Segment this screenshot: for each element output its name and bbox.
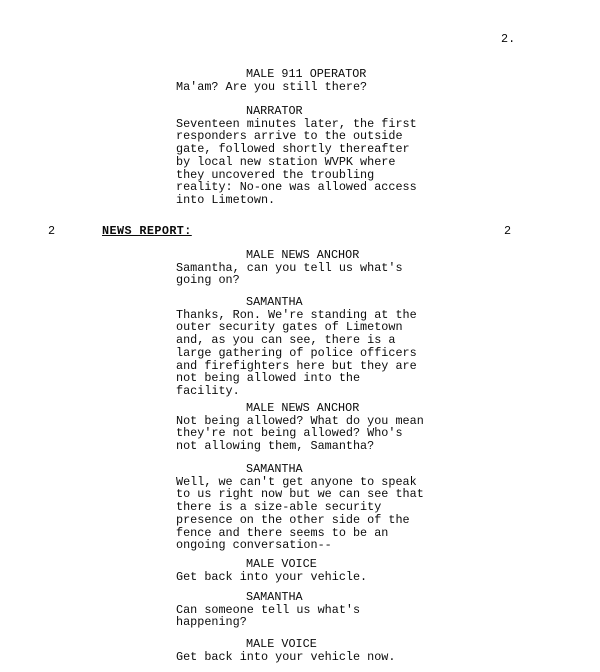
scene-heading-title: NEWS REPORT: [102, 224, 192, 238]
dialogue-line: reality: No-one was allowed access [176, 180, 417, 195]
scene-number-right: 2 [504, 224, 512, 238]
dialogue-block [0, 296, 600, 398]
dialogue-line: they uncovered the troubling [176, 167, 375, 182]
dialogue-line: there is a size-able security [176, 500, 382, 515]
dialogue-line: happening? [176, 615, 247, 630]
character-name: SAMANTHA [246, 295, 303, 309]
dialogue-line: and, as you can see, there is a [176, 333, 396, 348]
dialogue-line: Get back into your vehicle. [176, 569, 368, 584]
dialogue-line: Samantha, can you tell us what's [176, 260, 403, 275]
dialogue-block [0, 68, 600, 93]
dialogue-block [0, 463, 600, 552]
dialogue-block [0, 638, 600, 663]
dialogue-line: responders arrive to the outside [176, 129, 403, 144]
dialogue-line: Thanks, Ron. We're standing at the [176, 307, 417, 322]
dialogue-block [0, 591, 600, 629]
dialogue-line: facility. [176, 383, 240, 398]
character-name: MALE NEWS ANCHOR [246, 401, 360, 415]
dialogue-line: outer security gates of Limetown [176, 320, 403, 335]
dialogue-line: presence on the other side of the [176, 512, 410, 527]
dialogue-line: not allowing them, Samantha? [176, 439, 375, 454]
dialogue-line: into Limetown. [176, 192, 276, 207]
dialogue-line: Can someone tell us what's [176, 602, 361, 617]
dialogue-line: Well, we can't get anyone to speak [176, 474, 417, 489]
dialogue-line: fence and there seems to be an [176, 525, 389, 540]
page-number: 2. [501, 32, 516, 46]
dialogue-block [0, 402, 600, 453]
scene-number-left: 2 [48, 224, 56, 238]
dialogue-line: they're not being allowed? Who's [176, 426, 403, 441]
dialogue-line: gate, followed shortly thereafter [176, 142, 410, 157]
character-name: MALE 911 OPERATOR [246, 67, 367, 81]
dialogue-line: ongoing conversation-- [176, 538, 332, 553]
character-name: SAMANTHA [246, 462, 303, 476]
character-name: MALE VOICE [246, 557, 317, 571]
character-name: MALE VOICE [246, 637, 317, 651]
character-name: MALE NEWS ANCHOR [246, 248, 360, 262]
dialogue-line: Get back into your vehicle now. [176, 649, 396, 664]
dialogue-line: Seventeen minutes later, the first [176, 116, 417, 131]
dialogue-line: by local new station WVPK where [176, 154, 396, 169]
dialogue-line: and firefighters here but they are [176, 358, 417, 373]
character-name: NARRATOR [246, 104, 303, 118]
dialogue-line: Ma'am? Are you still there? [176, 79, 368, 94]
dialogue-line: large gathering of police officers [176, 345, 417, 360]
dialogue-line: going on? [176, 273, 240, 288]
dialogue-line: to us right now but we can see that [176, 487, 424, 502]
dialogue-block [0, 105, 600, 207]
dialogue-block [0, 558, 600, 583]
dialogue-line: Not being allowed? What do you mean [176, 413, 424, 428]
dialogue-line: not being allowed into the [176, 371, 361, 386]
character-name: SAMANTHA [246, 590, 303, 604]
scene-heading [0, 225, 600, 239]
dialogue-block [0, 249, 600, 287]
